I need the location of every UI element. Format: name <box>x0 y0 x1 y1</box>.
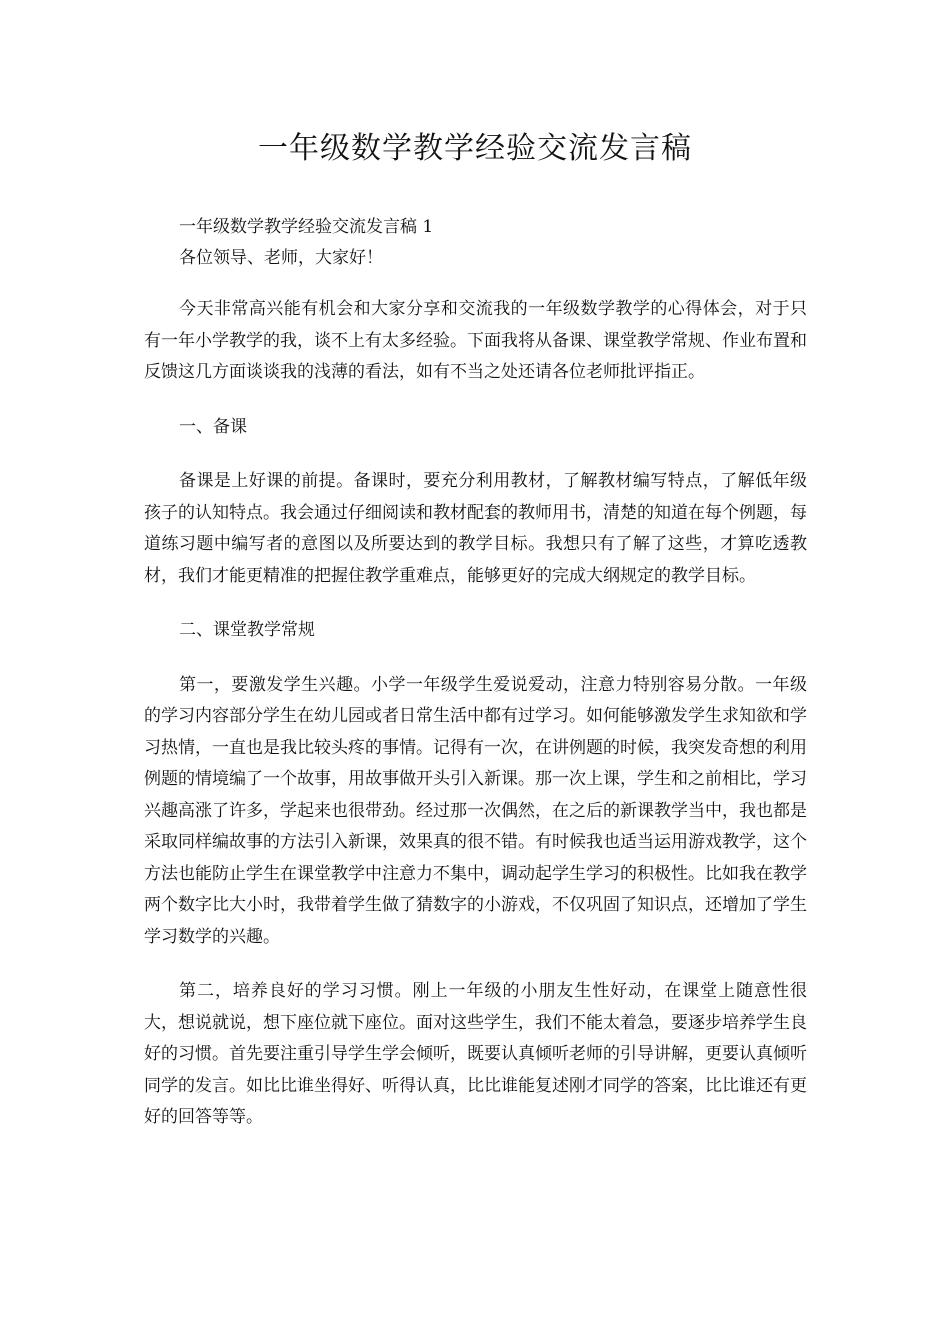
document-subtitle: 一年级数学教学经验交流发言稿 1 <box>179 217 434 237</box>
paragraph-habits: 第二，培养良好的学习习惯。刚上一年级的小朋友生性好动，在课堂上随意性很大，想说就说，想下座位就下座位。面对这些学生，我们不能太着急，要逐步培养学生良好的习惯。首先要注重引导学生学会倾听，既要认真倾听老师的引导讲解，更要认真倾听同学的发言。如比比谁坐得好、听得认真，比比谁能复述刚才同学的答案，比比谁还有更好的回答等等。 <box>144 981 807 1127</box>
paragraph-intro: 今天非常高兴能有机会和大家分享和交流我的一年级数学教学的心得体会，对于只有一年小学教学的我，谈不上有太多经验。下面我将从备课、课堂教学常规、作业布置和反馈这几方面谈谈我的浅薄的看法，如有不当之处还请各位老师批评指正。 <box>144 299 807 382</box>
paragraph-preparation: 备课是上好课的前提。备课时，要充分利用教材，了解教材编写特点，了解低年级孩子的认知特点。我会通过仔细阅读和教材配套的教师用书，清楚的知道在每个例题，每道练习题中编写者的意图以及所要达到的教学目标。我想只有了解了这些，才算吃透教材，我们才能更精准的把握住教学重难点，能够更好的完成大纲规定的教学目标。 <box>144 471 807 586</box>
document-body <box>144 212 807 1134</box>
section-heading-classroom: 二、课堂教学常规 <box>179 620 315 640</box>
greeting: 各位领导、老师，大家好！ <box>179 248 383 268</box>
paragraph-interest: 第一，要激发学生兴趣。小学一年级学生爱说爱动，注意力特别容易分散。一年级的学习内容部分学生在幼儿园或者日常生活中都有过学习。如何能够激发学生求知欲和学习热情，一直也是我比较头疼的事情。记得有一次，在讲例题的时候，我突发奇想的利用例题的情境编了一个故事，用故事做开头引入新课。那一次上课，学生和之前相比，学习兴趣高涨了许多，学起来也很带劲。经过那一次偶然，在之后的新课教学当中，我也都是采取同样编故事的方法引入新课，效果真的很不错。有时候我也适当运用游戏教学，这个方法也能防止学生在课堂教学中注意力不集中，调动起学生学习的积极性。比如我在教学两个数字比大小时，我带着学生做了猜数字的小游戏，不仅巩固了知识点，还增加了学生学习数学的兴趣。 <box>144 674 807 947</box>
section-heading-preparation: 一、备课 <box>179 416 247 437</box>
document-title: 一年级数学教学经验交流发言稿 <box>258 131 692 166</box>
